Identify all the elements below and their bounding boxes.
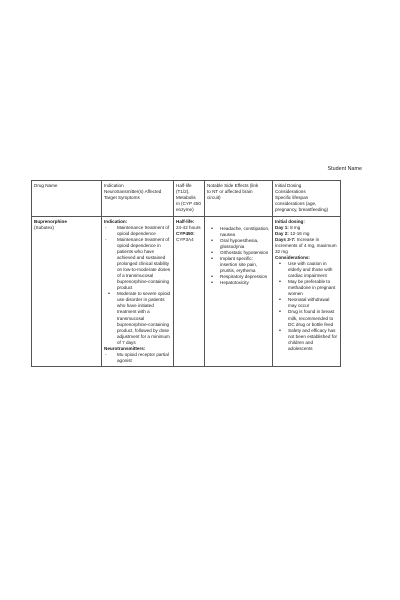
list-item: • Hepatotoxicity <box>220 280 270 286</box>
list-item: • Oral hypoesthesia, glossodynia <box>220 238 270 250</box>
drug-brand: (Subutex) <box>34 224 54 230</box>
list-item: • Safety and efficacy has not been established for children and adolescents <box>288 328 338 352</box>
dosing-cell <box>273 217 341 367</box>
list-item: • Respiratory depression <box>220 274 270 280</box>
list-item: - Maintenance treatment of opioid dependence in patients who have achieved and sustained prolonged clinical stability on low-to-moderate doses of a transmucosal buprenorphine-containing product <box>117 237 171 292</box>
neurotransmitter-list <box>104 352 171 364</box>
student-name-label: Student Name <box>327 166 362 172</box>
indication-dash-list <box>104 225 171 292</box>
list-item: • May be preferable to methadone in pregnant women <box>288 279 338 297</box>
half-life-label: Half-life: <box>176 218 195 224</box>
header-indication: Indication Neurotransmitter(s) Affected Target Symptoms <box>102 181 174 217</box>
list-item: • Drug is found in breast milk, recommended to DC drug or bottle feed <box>288 309 338 327</box>
header-side-effects: Notable Side Effects (link to NT or affected brain circuit) <box>205 181 273 217</box>
dose-days-3-7: Days 3-7: Increase in increments of 4 mg, maximum 32 mg <box>275 236 337 254</box>
side-effects-list <box>207 219 270 287</box>
cyp450-value: CYP3A4 <box>176 236 194 242</box>
list-item: • Orthostatic hypotension <box>220 250 270 256</box>
initial-dosing-label: Initial dosing: <box>275 218 305 224</box>
header-half-life: Half-life (T1/2), Metabolis m (CYP 450 enzyme) <box>174 181 205 217</box>
half-life-cell <box>174 217 205 367</box>
drug-info-table <box>31 180 341 367</box>
list-item: • Neonatal withdrawal may occur <box>288 297 338 309</box>
list-item: • Use with caution in elderly and those with cardiac impairment <box>288 261 338 279</box>
drug-name-cell <box>32 217 102 367</box>
dose-day-1: Day 1: 8 mg <box>275 224 301 230</box>
list-item: • Implant specific: insertion site pain, pruritis, erythema <box>220 256 270 274</box>
neurotransmitters-label: Neurotransmitters: <box>104 345 146 351</box>
considerations-list <box>275 261 338 352</box>
indication-cell <box>102 217 174 367</box>
indication-label: Indication: <box>104 218 128 224</box>
dose-day-2: Day 2: 12-16 mg <box>275 230 310 236</box>
table-header-row <box>32 181 341 217</box>
table-row <box>32 217 341 367</box>
half-life-value: 24-42 hours <box>176 224 201 230</box>
cyp450-label: CYP450: <box>176 230 195 236</box>
list-item: • Headache, constipation, nausea <box>220 226 270 238</box>
considerations-label: Considerations: <box>275 254 310 260</box>
indication-bullet-list <box>104 291 171 346</box>
side-effects-cell <box>205 217 273 367</box>
drug-name: Buprenorphine <box>34 218 67 224</box>
list-item: • Moderate to severe opioid use disorder in patients who have initiated treatment with a transmucosal buprenorphine-containing product, followed by dose adjustment for a minimum of 7 days <box>117 291 171 346</box>
header-dosing: Initial Dosing Considerations Specific lifespan considerations (age, pregnancy, breastfeeding) <box>273 181 341 217</box>
header-drug-name: Drug Name <box>32 181 102 217</box>
list-item: - Mu opioid receptor partial agonist <box>117 352 171 364</box>
list-item: - Maintenance treatment of opioid dependence <box>117 225 171 237</box>
